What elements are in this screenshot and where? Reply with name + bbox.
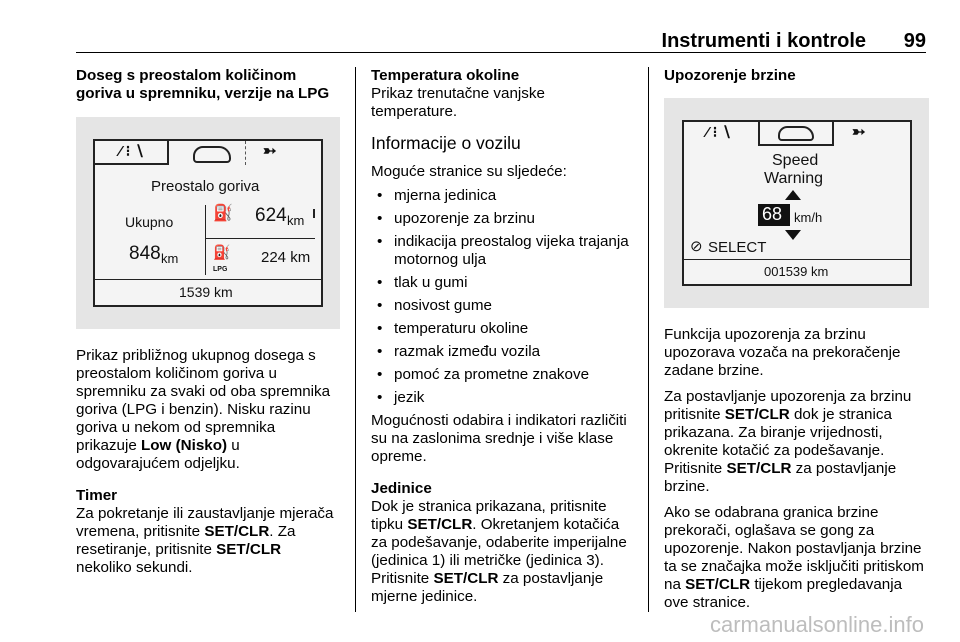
list-item: • mjerna jedinica — [371, 187, 633, 205]
text: u odgovarajućem odjeljku. — [76, 437, 240, 472]
text: Za pokretanje ili zaustavljanje mjerača vremena, pritisnite — [76, 505, 334, 540]
arrow-up-icon — [785, 190, 801, 200]
lpg-icon-label: LPG — [213, 266, 228, 273]
text: Za postavljanje upozorenja za brzinu pritisnite — [664, 388, 912, 423]
timer-paragraph — [76, 505, 340, 577]
fuel-range-value: 624 — [255, 205, 287, 226]
footer-divider — [95, 279, 321, 280]
page-title: Instrumenti i kontrole — [661, 30, 866, 52]
timer-heading: Timer — [76, 487, 118, 504]
tab-separator — [245, 141, 246, 165]
temp-paragraph: Prikaz trenutačne vanjske temperature. — [371, 85, 545, 120]
speed-unit: km/h — [794, 210, 823, 225]
info-heading: Informacije o vozilu — [371, 133, 521, 153]
speed-value-box — [758, 204, 790, 226]
settings-tab-icon: ➳ — [263, 143, 277, 160]
text: Dok je stranica prikazana, pritisnite tipku — [371, 498, 607, 533]
warning-label: Warning — [764, 170, 823, 187]
total-label: Ukupno — [125, 214, 174, 230]
bold-text: SET/CLR — [204, 523, 270, 540]
watermark: carmanualsonline.info — [709, 612, 924, 637]
arrow-down-icon — [785, 230, 801, 240]
list-item: • upozorenje za brzinu — [371, 210, 633, 228]
car-icon — [778, 126, 814, 141]
text: dok je stranica prikazana. Za biranje vrijednosti, okrenite kotačić za podešavanje. Pritisnite — [664, 406, 892, 477]
check-circle-icon: ⊘ — [690, 238, 703, 255]
trip-tab-icon: ⁄ ⁝ ∖ — [706, 124, 732, 141]
car-icon — [193, 146, 231, 163]
units-heading: Jedinice — [371, 480, 432, 497]
text: . Okretanjem kotačića za podešavanje, odaberite imperijalne (jedinica 1) ili metričke (jedinica 3). Pritisnite — [371, 516, 627, 587]
units-paragraph — [371, 498, 633, 606]
settings-tab-icon: ➳ — [852, 124, 866, 141]
pages-list — [371, 187, 633, 407]
pages-intro: Moguće stranice su sljedeće: — [371, 163, 567, 180]
text: . Za resetiranje, pritisnite — [76, 523, 296, 558]
text: za postavljanje brzine. — [664, 460, 897, 495]
page-header — [76, 28, 926, 53]
select-label: SELECT — [708, 239, 767, 256]
column-left — [76, 67, 340, 585]
paragraph — [664, 388, 929, 496]
list-item: • jezik — [371, 389, 633, 407]
lpg-range-value: 224 km — [261, 249, 311, 266]
bold-text: SET/CLR — [216, 541, 282, 558]
lpg-pump-icon: ⛽ — [213, 244, 231, 260]
paragraph: Funkcija upozorenja za brzinu upozorava vozača na prekoračenje zadane brzine. — [664, 326, 901, 379]
bold-text: SET/CLR — [407, 516, 473, 533]
bold-text: SET/CLR — [685, 576, 751, 593]
list-item: • tlak u gumi — [371, 274, 633, 292]
column-middle — [371, 67, 633, 614]
column-divider — [355, 67, 356, 612]
list-item: • pomoć za prometne znakove — [371, 366, 633, 384]
vertical-divider — [205, 205, 206, 275]
text: Ako se odabrana granica brzine prekorači, oglašava se gong za upozorenje. Nakon postavljanja brzine ta se značajka može isključiti pritiskom na — [664, 504, 924, 593]
fuel-range-figure — [76, 117, 340, 329]
fuel-level-bar — [313, 209, 315, 218]
speed-warning-figure — [664, 98, 929, 308]
display-screen — [682, 120, 912, 286]
odometer: 001539 km — [764, 264, 829, 279]
list-item: • nosivost gume — [371, 297, 633, 315]
trip-tab-icon: ⁄ ⁝ ∖ — [119, 143, 145, 160]
paragraph — [664, 504, 929, 612]
figure-title: Preostalo goriva — [151, 178, 260, 195]
total-range-unit: km — [161, 251, 179, 266]
tab-trip — [95, 141, 169, 165]
options-paragraph: Mogućnosti odabira i indikatori različiti su na zaslonima srednje i više klase opreme. — [371, 412, 627, 465]
odometer: 1539 km — [179, 284, 233, 300]
speed-label: Speed — [772, 152, 819, 169]
bold-text: SET/CLR — [726, 460, 792, 477]
speed-value: 68 — [762, 204, 783, 224]
section-heading: Upozorenje brzine — [664, 67, 796, 84]
horizontal-divider — [205, 238, 315, 239]
paragraph — [76, 347, 340, 473]
list-item: • razmak između vozila — [371, 343, 633, 361]
bold-text: Low (Nisko) — [141, 437, 228, 454]
display-screen — [93, 139, 323, 307]
text: za postavljanje mjerne jedinice. — [371, 570, 604, 605]
section-heading: Doseg s preostalom količinom goriva u spremniku, verzije na LPG — [76, 67, 330, 102]
total-range-value: 848 — [129, 243, 161, 264]
column-right — [664, 67, 929, 620]
fuel-range-unit: km — [287, 213, 305, 228]
tab-vehicle-info — [758, 122, 834, 146]
temp-heading: Temperatura okoline — [371, 67, 520, 84]
bold-text: SET/CLR — [433, 570, 499, 587]
bold-text: SET/CLR — [724, 406, 790, 423]
footer-divider — [684, 259, 910, 260]
text: Prikaz približnog ukupnog dosega s preostalom količinom goriva u spremniku za svaki od oba spremnika goriva (LPG i benzin). Nisku razinu goriva u nekom od spremnika prikazuje — [76, 347, 331, 454]
fuel-pump-icon: ⛽ — [213, 205, 233, 222]
text: tijekom pregledavanja ove stranice. — [664, 576, 903, 611]
list-item: • temperaturu okoline — [371, 320, 633, 338]
page-number: 99 — [903, 30, 926, 52]
list-item: • indikacija preostalog vijeka trajanja motornog ulja — [371, 233, 633, 269]
column-divider — [648, 67, 649, 612]
text: nekoliko sekundi. — [76, 559, 193, 576]
